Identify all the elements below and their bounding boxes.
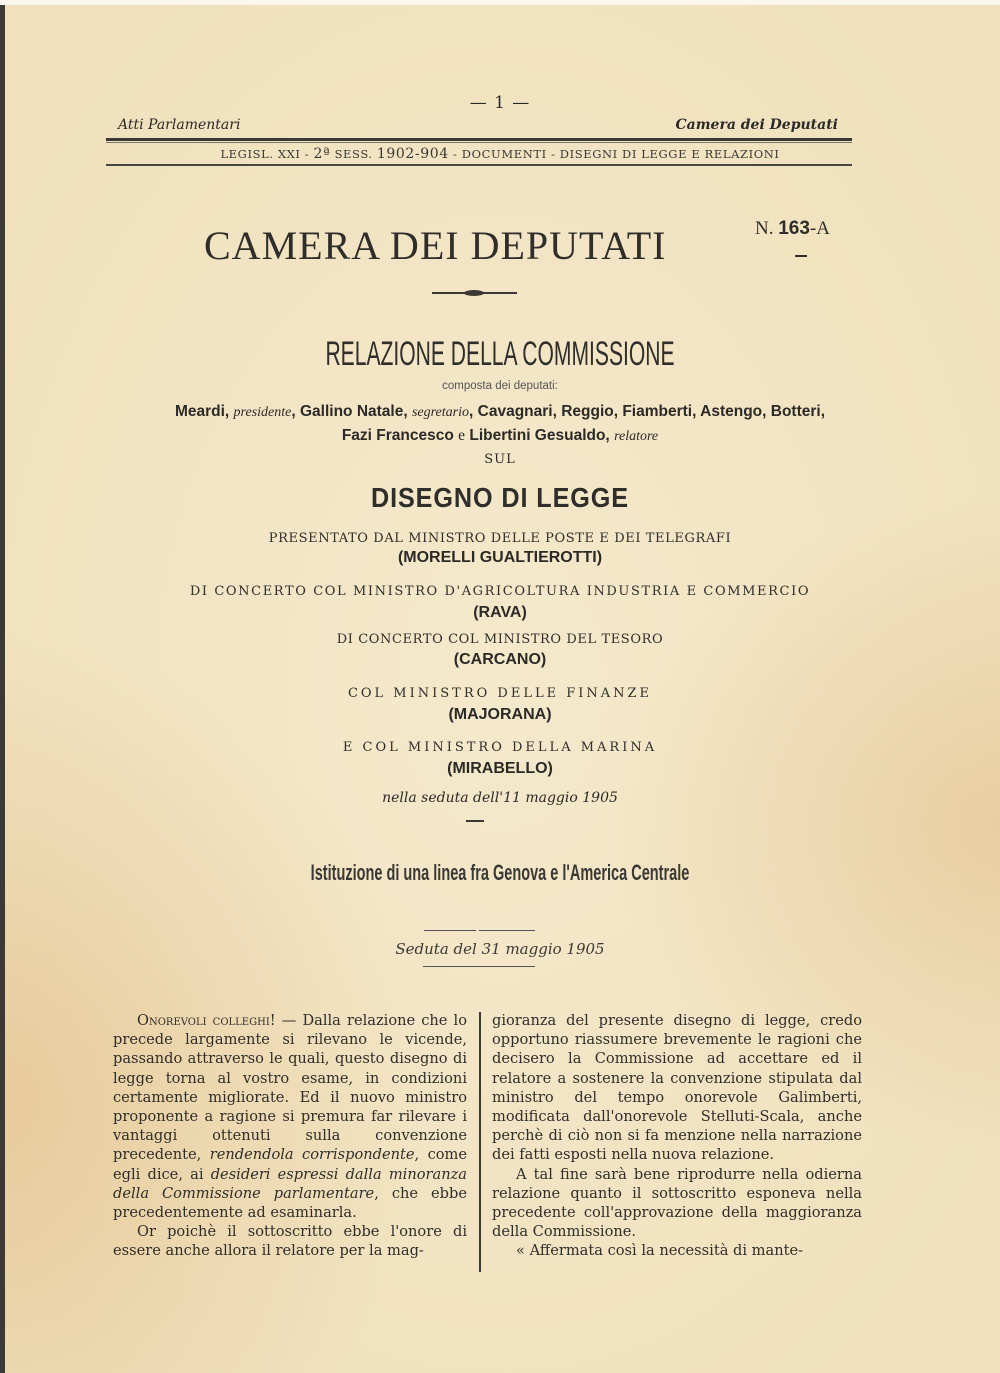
members-line-2	[0, 424, 1000, 448]
sitting-rule-top-right	[479, 930, 535, 931]
paragraph-italic: rendendola corrispondente	[209, 1146, 415, 1164]
bill-heading: DISEGNO DI LEGGE	[370, 482, 630, 513]
member-role: relatore	[614, 429, 659, 444]
subhead-session-number: 2ª	[313, 146, 331, 162]
body-paragraph: « Affermata così la necessità di mante-	[516, 1242, 804, 1260]
document-number-prefix: N.	[755, 218, 774, 239]
members-line-1: Meardi, presidente, Gallino Natale, segretario, Cavagnari, Reggio, Fiamberti, Astengo, Botteri,	[174, 403, 826, 420]
concert-tesoro: DI CONCERTO COL MINISTRO DEL TESORO	[336, 632, 664, 647]
sul-label: SUL	[484, 452, 516, 467]
concert-finanze: COL MINISTRO DELLE FINANZE	[347, 686, 653, 701]
page-title: CAMERA DEI DEPUTATI	[204, 223, 667, 268]
running-head-right: Camera dei Deputati	[675, 117, 838, 133]
section-dash	[466, 820, 484, 822]
minister-mirabello: (MIRABELLO)	[447, 760, 553, 777]
minister-morelli: (MORELLI GUALTIEROTTI)	[397, 549, 603, 566]
paragraph-text: , che ebbe precedentemente ad esaminarla.	[113, 1184, 467, 1222]
column-divider	[479, 1012, 481, 1272]
minister-majorana: (MAJORANA)	[448, 706, 552, 723]
document-number-dash	[795, 255, 807, 257]
commission-members	[0, 400, 1000, 448]
commission-heading: RELAZIONE DELLA COMMISSIONE	[325, 335, 675, 373]
member-role: presidente	[233, 405, 292, 420]
subhead-rest: - DOCUMENTI - DISEGNI DI LEGGE E RELAZIONI	[448, 147, 780, 161]
member-name: Meardi,	[174, 403, 230, 420]
sitting-rule-bottom	[423, 966, 535, 967]
member-name: Gallino Natale,	[299, 403, 408, 420]
document-number-value: 163	[778, 218, 810, 239]
member-conjunction: e	[458, 427, 466, 444]
member-role: segretario	[411, 405, 470, 420]
presented-by: PRESENTATO DAL MINISTRO DELLE POSTE E DEI TELEGRAFI	[268, 531, 732, 546]
page-number: — 1 —	[469, 93, 531, 113]
subhead-session: SESS.	[330, 147, 377, 161]
paragraph-text: — Dalla relazione che lo precede largamente si rilevano le vicende, passando attraverso le quali, questo disegno di legge torna al vostro esame, in condizioni certamente migliorate. Ed il nuovo ministro proponente a ragione si premura far rilevare i vantaggi ottenuti sulla convenzione precedente,	[113, 1012, 468, 1164]
subhead-legisl: LEGISL. XXI -	[220, 147, 314, 161]
composed-label: composta dei deputati:	[442, 380, 558, 392]
paragraph-italic: desideri espressi dalla minoranza della Commissione parlamentare	[113, 1165, 468, 1202]
member-name: Fazi Francesco	[341, 427, 454, 444]
ornament-divider-icon	[432, 291, 517, 295]
body-column-right	[492, 1011, 862, 1261]
scan-top-margin	[0, 0, 1000, 5]
bill-subject: Istituzione di una linea fra Genova e l'America Centrale	[310, 860, 690, 885]
minister-rava: (RAVA)	[473, 604, 527, 621]
presented-date: nella seduta dell'11 maggio 1905	[382, 790, 618, 806]
header-rule-thin	[106, 142, 852, 143]
member-name: Libertini Gesualdo,	[469, 427, 610, 444]
document-number-suffix: -A	[809, 218, 830, 239]
salutation: Onorevoli colleghi!	[137, 1012, 276, 1029]
body-paragraph	[113, 1011, 467, 1222]
minister-carcano: (CARCANO)	[453, 651, 547, 668]
paragraph-text: , come egli dice, ai	[113, 1146, 468, 1183]
sitting-rule-top-left	[424, 930, 476, 931]
legislature-subhead	[0, 146, 1000, 162]
concert-agricoltura: DI CONCERTO COL MINISTRO D'AGRICOLTURA INDUSTRIA E COMMERCIO	[189, 584, 811, 599]
member-names: Cavagnari, Reggio, Fiamberti, Astengo, Botteri,	[477, 403, 826, 420]
body-paragraph: A tal fine sarà bene riprodurre nella odierna relazione quanto il sottoscritto esponeva nella precedente coll'approvazione della maggioranza della Commissione.	[492, 1165, 862, 1241]
running-head-left: Atti Parlamentari	[118, 117, 241, 133]
body-paragraph: gioranza del presente disegno di legge, credo opportuno riassumere brevemente le ragioni che decisero la Commissione ad accettare ed il relatore a sostenere la convenzione stipulata dal ministro del tempo onorevole Galimberti, modificata dall'onorevole Stelluti-Scala, anche perchè di ciò non si fa menzione nella narrazione dei fatti esposti nella nuova relazione.	[492, 1012, 862, 1164]
body-paragraph: Or poichè il sottoscritto ebbe l'onore di essere anche allora il relatore per la mag-	[113, 1223, 467, 1260]
concert-marina: E COL MINISTRO DELLA MARINA	[342, 740, 658, 755]
subhead-years: 1902-904	[376, 146, 449, 162]
subhead-rule	[106, 164, 852, 166]
header-rule-thick	[106, 138, 852, 141]
sitting-date: Seduta del 31 maggio 1905	[395, 940, 605, 958]
ornament-knot	[464, 290, 484, 296]
body-column-left	[113, 1011, 467, 1261]
document-number	[755, 218, 830, 240]
running-head	[118, 117, 838, 137]
